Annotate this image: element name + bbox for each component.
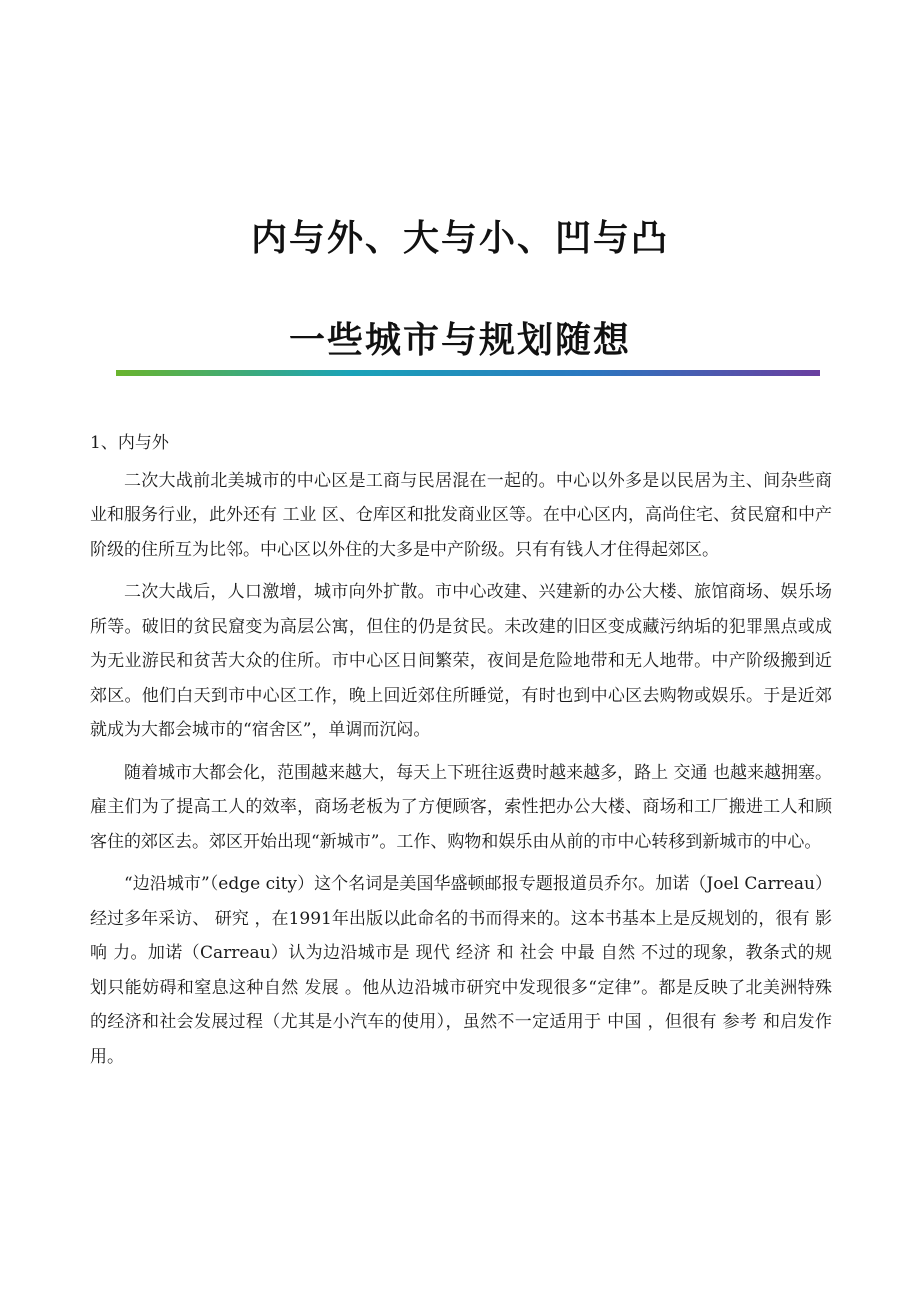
paragraph-1: 二次大战前北美城市的中心区是工商与民居混在一起的。中心以外多是以民居为主、间杂些商业和服务行业，此外还有 工业 区、仓库区和批发商业区等。在中心区内，高尚住宅、贫民窟和中产阶级的住所互为比邻。中心区以外住的大多是中产阶级。只有有钱人才住得起郊区。 <box>90 470 832 560</box>
document-body <box>90 426 832 1082</box>
gradient-divider <box>116 370 820 376</box>
document-title: 内与外、大与小、凹与凸 <box>250 217 669 260</box>
paragraph-3: 随着城市大都会化，范围越来越大，每天上下班往返费时越来越多，路上 交通 也越来越拥塞。雇主们为了提高工人的效率，商场老板为了方便顾客，索性把办公大楼、商场和工厂搬进工人和顾客住的郊区去。郊区开始出现“新城市”。工作、购物和娱乐由从前的市中心转移到新城市的中心。 <box>90 762 832 852</box>
paragraph-4: “边沿城市”（edge city）这个名词是美国华盛顿邮报专题报道员乔尔。加诺（Joel Carreau）经过多年采访、 研究 ，在1991年出版以此命名的书而得来的。这本书基本上是反规划的，很有 影响 力。加诺（Carreau）认为边沿城市是 现代 经济 和 社会 中最 自然 不过的现象，教条式的规划只能妨碍和窒息这种自然 发展 。他从边沿城市研究中发现很多“定律”。都是反映了北美洲特殊的经济和社会发展过程（尤其是小汽车的使用），虽然不一定适用于 中国 ，但很有 参考 和启发作用。 <box>90 874 832 1067</box>
section-heading: 1、内与外 <box>90 433 169 453</box>
paragraph-2: 二次大战后，人口激增，城市向外扩散。市中心改建、兴建新的办公大楼、旅馆商场、娱乐场所等。破旧的贫民窟变为高层公寓，但住的仍是贫民。未改建的旧区变成藏污纳垢的犯罪黑点或成为无业游民和贫苦大众的住所。市中心区日间繁荣，夜间是危险地带和无人地带。中产阶级搬到近郊区。他们白天到市中心区工作，晚上回近郊住所睡觉，有时也到中心区去购物或娱乐。于是近郊就成为大都会城市的“宿舍区”，单调而沉闷。 <box>90 582 832 740</box>
document-subtitle: 一些城市与规划随想 <box>288 318 631 361</box>
